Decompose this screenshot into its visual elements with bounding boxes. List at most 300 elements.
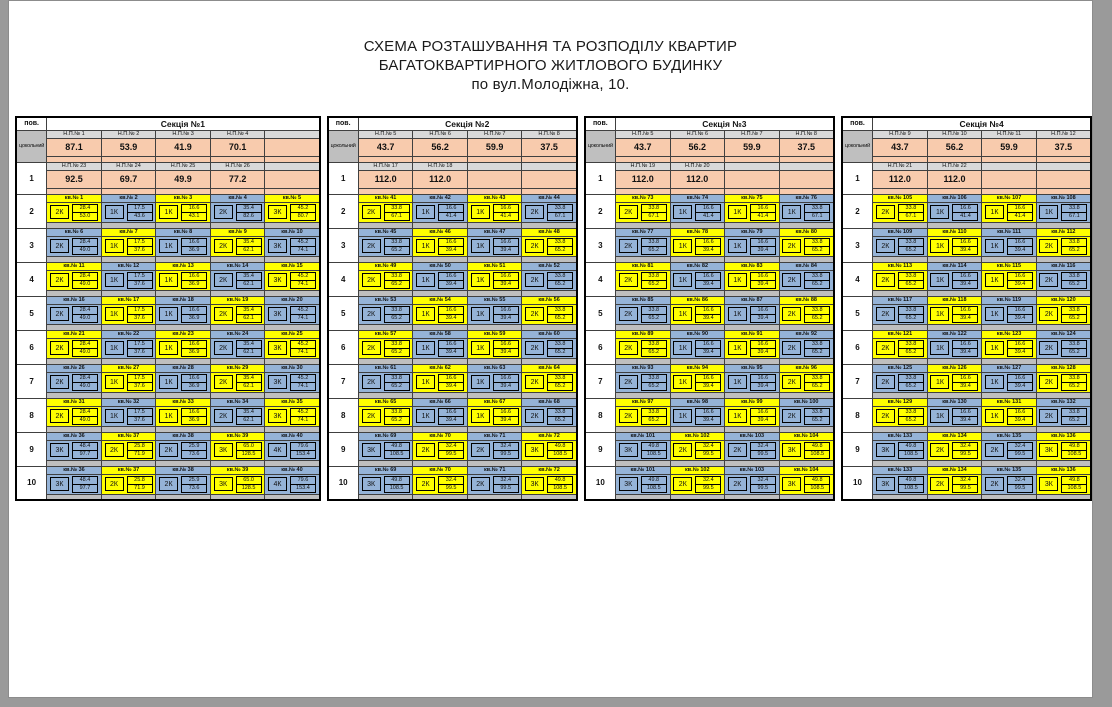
np-number-header: Н.П.№ 24 [101, 162, 156, 170]
apartment-number-header: кв.№ 53 [358, 296, 413, 304]
apartment-cell [210, 304, 265, 324]
floor-label: 2 [328, 194, 359, 228]
np-area-value: 112.0 [873, 170, 928, 188]
apartment-detail [265, 373, 318, 392]
total-area: 65.2 [1061, 315, 1087, 323]
total-area: 62.1 [236, 383, 262, 391]
apartment-type: 1К [471, 239, 490, 253]
apartment-number-header: кв.№ 82 [670, 262, 725, 270]
living-area: 45.2 [290, 306, 316, 315]
apartment-number-header: кв.№ 89 [615, 330, 670, 338]
total-area: 99.5 [952, 451, 978, 459]
apartment-detail [1037, 475, 1090, 494]
floor-label: 6 [16, 330, 47, 364]
total-area: 39.4 [695, 383, 721, 391]
apartment-cell [873, 202, 928, 222]
floor-label: 8 [328, 398, 359, 432]
apartment-detail [928, 407, 982, 426]
apartment-type: 2К [50, 205, 69, 219]
apartment-cell [265, 338, 320, 358]
living-area: 16.6 [181, 238, 207, 247]
apartment-type: 1К [728, 205, 747, 219]
apartment-type: 2К [876, 239, 895, 253]
apartment-number-header: кв.№ 21 [47, 330, 102, 338]
apartment-areas [547, 476, 573, 493]
apartment-areas [695, 476, 721, 493]
floor-label: цокольний [328, 130, 359, 162]
apartment-type: 3К [214, 477, 233, 491]
apartment-cell [210, 236, 265, 256]
apartment-type: 3К [362, 443, 381, 457]
living-area: 33.8 [547, 238, 573, 247]
apartment-detail [413, 305, 467, 324]
np-area-value [467, 170, 522, 188]
apartment-areas [236, 204, 262, 221]
apartment-areas [750, 238, 776, 255]
apartment-type: 2К [214, 205, 233, 219]
apartment-areas [804, 272, 830, 289]
apartment-areas [384, 442, 410, 459]
apartment-number-header: кв.№ 109 [873, 228, 928, 236]
living-area: 35.4 [236, 272, 262, 281]
apartment-cell [522, 202, 577, 222]
apartment-detail [47, 373, 101, 392]
np-number-header: Н.П.№ 6 [670, 130, 725, 138]
apartment-type: 2К [50, 375, 69, 389]
np-area-value [725, 170, 780, 188]
living-area: 33.8 [804, 204, 830, 213]
apartment-cell [615, 406, 670, 426]
total-area: 39.4 [952, 281, 978, 289]
apartment-detail [265, 475, 318, 494]
total-area: 128.5 [236, 451, 262, 459]
apartment-areas [1007, 204, 1033, 221]
np-number-header: Н.П.№ 3 [156, 130, 211, 138]
total-area: 65.2 [641, 383, 667, 391]
apartment-cell [47, 270, 102, 290]
living-area: 16.6 [181, 340, 207, 349]
apartment-number-header: кв.№ 108 [1036, 194, 1091, 202]
apartment-number-header: кв.№ 39 [210, 432, 265, 440]
total-area: 108.5 [898, 485, 924, 493]
living-area: 16.6 [1007, 374, 1033, 383]
np-number-header: Н.П.№ 5 [358, 130, 413, 138]
apartment-areas [127, 272, 153, 289]
living-area: 16.6 [952, 306, 978, 315]
living-area: 33.8 [641, 408, 667, 417]
np-area-value: 56.2 [413, 138, 468, 156]
apartment-number-header: кв.№ 31 [47, 398, 102, 406]
apartment-cell [982, 236, 1037, 256]
living-area: 17.5 [127, 374, 153, 383]
apartment-detail [982, 237, 1036, 256]
apartment-number-header: кв.№ 114 [927, 262, 982, 270]
apartment-detail [522, 237, 575, 256]
apartment-number-header: кв.№ 69 [358, 432, 413, 440]
apartment-type: 1К [673, 239, 692, 253]
apartment-detail [982, 339, 1036, 358]
living-area: 17.5 [127, 340, 153, 349]
apartment-cell [982, 406, 1037, 426]
living-area: 16.6 [750, 340, 776, 349]
apartment-cell [47, 304, 102, 324]
apartment-detail [725, 305, 779, 324]
apartment-detail [47, 339, 101, 358]
apartment-areas [898, 476, 924, 493]
apartment-areas [952, 238, 978, 255]
total-area: 65.2 [1061, 383, 1087, 391]
np-area-value: 70.1 [210, 138, 265, 156]
apartment-areas [804, 476, 830, 493]
living-area: 32.4 [695, 442, 721, 451]
apartment-areas [127, 204, 153, 221]
total-area: 65.2 [898, 315, 924, 323]
apartment-number-header: кв.№ 135 [982, 466, 1037, 474]
apartment-cell [522, 440, 577, 460]
apartment-detail [522, 407, 575, 426]
apartment-type: 1К [416, 409, 435, 423]
living-area: 16.6 [1007, 340, 1033, 349]
apartment-detail [522, 373, 575, 392]
apartment-cell [47, 440, 102, 460]
apartment-cell [725, 406, 780, 426]
apartment-cell [101, 304, 156, 324]
living-area: 16.6 [181, 306, 207, 315]
apartment-number-header: кв.№ 125 [873, 364, 928, 372]
apartment-cell [358, 474, 413, 494]
total-area: 39.4 [750, 315, 776, 323]
apartment-type: 2К [362, 341, 381, 355]
total-area: 99.5 [493, 485, 519, 493]
total-area: 67.1 [898, 213, 924, 221]
apartment-areas [1061, 272, 1087, 289]
total-area: 49.0 [72, 383, 98, 391]
apartment-detail [468, 271, 522, 290]
np-number-header: Н.П.№ 22 [927, 162, 982, 170]
apartment-areas [290, 476, 316, 493]
living-area: 16.6 [181, 204, 207, 213]
total-area: 39.4 [1007, 281, 1033, 289]
apartment-number-header: кв.№ 58 [413, 330, 468, 338]
apartment-detail [265, 203, 318, 222]
apartment-areas [750, 442, 776, 459]
apartment-detail [47, 441, 101, 460]
apartment-cell [101, 440, 156, 460]
apartment-areas [695, 204, 721, 221]
total-area: 73.6 [181, 451, 207, 459]
apartment-detail [928, 339, 982, 358]
living-area: 33.8 [384, 204, 410, 213]
apartment-number-header: кв.№ 88 [779, 296, 834, 304]
apartment-cell [265, 304, 320, 324]
floor-label: 8 [585, 398, 616, 432]
total-area: 65.2 [641, 349, 667, 357]
apartment-areas [384, 272, 410, 289]
total-area: 65.2 [547, 281, 573, 289]
total-area: 39.4 [438, 281, 464, 289]
apartment-detail [47, 237, 101, 256]
total-area: 49.0 [72, 315, 98, 323]
total-area: 39.4 [750, 383, 776, 391]
apartment-number-header: кв.№ 54 [413, 296, 468, 304]
floor-column-header: пов. [328, 117, 359, 130]
apartment-areas [695, 374, 721, 391]
apartment-type: 1К [105, 273, 124, 287]
total-area: 65.2 [384, 417, 410, 425]
apartment-areas [898, 442, 924, 459]
apartment-type: 3К [50, 477, 69, 491]
apartment-number-header: кв.№ 120 [1036, 296, 1091, 304]
apartment-cell [1036, 202, 1091, 222]
apartment-type: 2К [214, 239, 233, 253]
total-area: 49.0 [72, 349, 98, 357]
apartment-type: 3К [782, 443, 801, 457]
living-area: 49.8 [1061, 442, 1087, 451]
apartment-areas [384, 238, 410, 255]
total-area: 41.4 [750, 213, 776, 221]
apartment-cell [47, 202, 102, 222]
living-area: 49.8 [1061, 476, 1087, 485]
living-area: 16.6 [181, 272, 207, 281]
living-area: 25.9 [181, 476, 207, 485]
total-area: 39.4 [952, 349, 978, 357]
apartment-detail [47, 271, 101, 290]
apartment-detail [468, 305, 522, 324]
apartment-detail [616, 475, 670, 494]
apartment-cell [522, 236, 577, 256]
total-area: 39.4 [695, 349, 721, 357]
apartment-number-header: кв.№ 25 [265, 330, 320, 338]
total-area: 39.4 [750, 349, 776, 357]
apartment-type: 2К [50, 307, 69, 321]
apartment-cell [210, 338, 265, 358]
apartment-detail [211, 203, 265, 222]
apartment-areas [290, 272, 316, 289]
apartment-areas [898, 204, 924, 221]
apartment-cell [670, 474, 725, 494]
np-number-header: Н.П.№ 4 [210, 130, 265, 138]
apartment-detail [359, 305, 413, 324]
apartment-type: 2К [930, 443, 949, 457]
total-area: 39.4 [493, 315, 519, 323]
apartment-detail [725, 339, 779, 358]
apartment-number-header: кв.№ 132 [1036, 398, 1091, 406]
apartment-areas [1007, 238, 1033, 255]
apartment-detail [671, 271, 725, 290]
np-number-header: Н.П.№ 8 [779, 130, 834, 138]
living-area: 33.8 [1061, 306, 1087, 315]
apartment-cell [670, 202, 725, 222]
floor-label: 7 [328, 364, 359, 398]
np-area-value: 77.2 [210, 170, 265, 188]
apartment-cell [873, 270, 928, 290]
living-area: 79.6 [290, 476, 316, 485]
apartment-cell [670, 440, 725, 460]
total-area: 99.5 [438, 485, 464, 493]
living-area: 48.4 [72, 442, 98, 451]
np-area-value: 59.9 [725, 138, 780, 156]
apartment-areas [1061, 238, 1087, 255]
np-area-value: 112.0 [670, 170, 725, 188]
apartment-areas [181, 204, 207, 221]
living-area: 33.8 [898, 272, 924, 281]
apartment-areas [1007, 408, 1033, 425]
np-number-header: Н.П.№ 9 [873, 130, 928, 138]
floor-bottom-strip [101, 494, 156, 500]
np-area-value: 112.0 [413, 170, 468, 188]
apartment-number-header: кв.№ 98 [670, 398, 725, 406]
apartment-areas [750, 340, 776, 357]
living-area: 65.0 [236, 476, 262, 485]
floor-label: цокольний [16, 130, 47, 162]
floor-label: 10 [842, 466, 873, 500]
living-area: 49.8 [804, 442, 830, 451]
living-area: 17.5 [127, 272, 153, 281]
living-area: 33.8 [804, 272, 830, 281]
apartment-areas [236, 476, 262, 493]
apartment-type: 2К [1039, 239, 1058, 253]
apartment-detail [522, 441, 575, 460]
np-number-header [1036, 162, 1091, 170]
total-area: 65.2 [804, 349, 830, 357]
living-area: 16.6 [695, 272, 721, 281]
apartment-detail [928, 237, 982, 256]
total-area: 73.6 [181, 485, 207, 493]
apartment-detail [873, 237, 927, 256]
floor-label: 5 [328, 296, 359, 330]
apartment-areas [898, 374, 924, 391]
apartment-type: 1К [471, 375, 490, 389]
apartment-type: 2К [416, 477, 435, 491]
apartment-number-header: кв.№ 2 [101, 194, 156, 202]
apartment-type: 1К [985, 341, 1004, 355]
apartment-type: 2К [105, 477, 124, 491]
apartment-areas [1007, 374, 1033, 391]
living-area: 16.6 [438, 238, 464, 247]
apartment-areas [493, 374, 519, 391]
apartment-areas [1061, 476, 1087, 493]
apartment-cell [615, 304, 670, 324]
apartment-number-header: кв.№ 92 [779, 330, 834, 338]
total-area: 82.6 [236, 213, 262, 221]
total-area: 99.5 [952, 485, 978, 493]
np-number-header: Н.П.№ 7 [467, 130, 522, 138]
total-area: 39.4 [695, 417, 721, 425]
living-area: 16.6 [695, 238, 721, 247]
section-table-2 [327, 116, 578, 501]
np-number-header: Н.П.№ 8 [522, 130, 577, 138]
apartment-number-header: кв.№ 84 [779, 262, 834, 270]
apartment-areas [290, 340, 316, 357]
apartment-number-header: кв.№ 104 [779, 432, 834, 440]
apartment-areas [695, 272, 721, 289]
living-area: 33.8 [1061, 374, 1087, 383]
apartment-areas [1061, 306, 1087, 323]
total-area: 65.2 [898, 417, 924, 425]
apartment-areas [493, 306, 519, 323]
apartment-number-header: кв.№ 30 [265, 364, 320, 372]
apartment-cell [156, 202, 211, 222]
apartment-type: 2К [619, 409, 638, 423]
apartment-cell [670, 304, 725, 324]
living-area: 16.6 [181, 374, 207, 383]
apartment-number-header: кв.№ 85 [615, 296, 670, 304]
apartment-areas [181, 374, 207, 391]
total-area: 62.1 [236, 281, 262, 289]
apartment-areas [1007, 442, 1033, 459]
apartment-areas [384, 374, 410, 391]
np-number-header: Н.П.№ 25 [156, 162, 211, 170]
living-area: 16.6 [952, 340, 978, 349]
apartment-areas [1061, 204, 1087, 221]
apartment-type: 1К [673, 375, 692, 389]
total-area: 39.4 [952, 247, 978, 255]
apartment-number-header: кв.№ 36 [47, 466, 102, 474]
apartment-cell [1036, 440, 1091, 460]
apartment-number-header: кв.№ 62 [413, 364, 468, 372]
apartment-cell [467, 372, 522, 392]
apartment-detail [1037, 441, 1090, 460]
living-area: 45.2 [290, 374, 316, 383]
np-area-value: 112.0 [927, 170, 982, 188]
apartment-areas [750, 204, 776, 221]
living-area: 35.4 [236, 374, 262, 383]
floor-label: 9 [16, 432, 47, 466]
apartment-cell [982, 474, 1037, 494]
apartment-areas [438, 272, 464, 289]
total-area: 108.5 [547, 485, 573, 493]
total-area: 67.1 [804, 213, 830, 221]
floor-bottom-strip [615, 494, 670, 500]
apartment-detail [616, 203, 670, 222]
apartment-number-header: кв.№ 51 [467, 262, 522, 270]
apartment-type: 1К [673, 307, 692, 321]
total-area: 108.5 [384, 451, 410, 459]
np-area-value: 41.9 [156, 138, 211, 156]
apartment-cell [101, 406, 156, 426]
apartment-detail [413, 475, 467, 494]
apartment-type: 2К [525, 375, 544, 389]
apartment-detail [211, 475, 265, 494]
apartment-detail [468, 475, 522, 494]
apartment-cell [358, 406, 413, 426]
apartment-number-header: кв.№ 71 [467, 466, 522, 474]
apartment-type: 2К [525, 273, 544, 287]
apartment-number-header: кв.№ 33 [156, 398, 211, 406]
apartment-number-header: кв.№ 49 [358, 262, 413, 270]
np-area-value: 59.9 [467, 138, 522, 156]
total-area: 36.9 [181, 247, 207, 255]
apartment-detail [982, 441, 1036, 460]
apartment-areas [1007, 272, 1033, 289]
apartment-number-header: кв.№ 3 [156, 194, 211, 202]
apartment-areas [384, 408, 410, 425]
apartment-cell [522, 304, 577, 324]
apartment-detail [102, 305, 156, 324]
apartment-number-header: кв.№ 134 [927, 432, 982, 440]
apartment-number-header: кв.№ 41 [358, 194, 413, 202]
apartment-type: 1К [673, 273, 692, 287]
apartment-cell [779, 236, 834, 256]
apartment-areas [547, 238, 573, 255]
apartment-areas [1061, 340, 1087, 357]
apartment-detail [928, 305, 982, 324]
total-area: 65.2 [547, 315, 573, 323]
total-area: 65.2 [804, 247, 830, 255]
floor-bottom-strip [358, 494, 413, 500]
apartment-areas [952, 374, 978, 391]
apartment-type: 3К [619, 477, 638, 491]
